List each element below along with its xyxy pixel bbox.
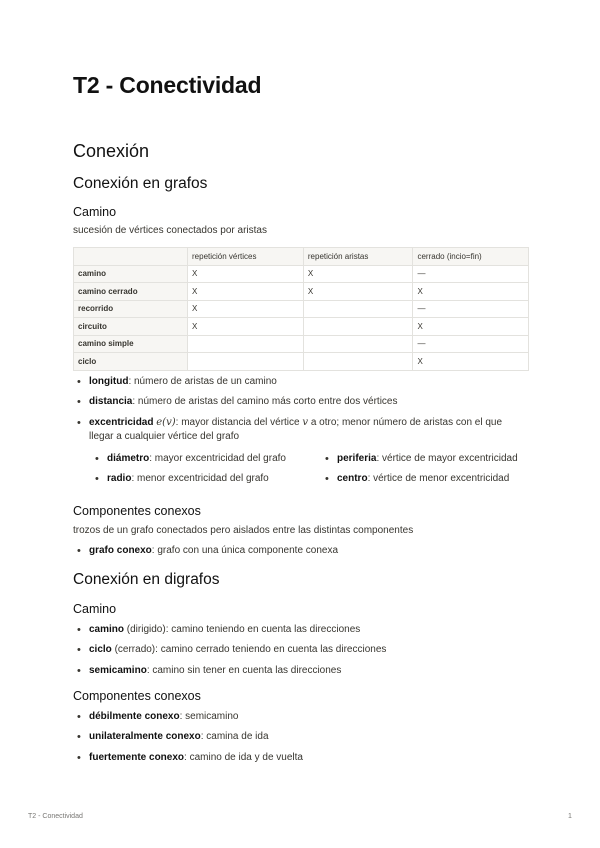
term: ciclo xyxy=(89,644,112,656)
table-cell: X xyxy=(413,353,529,371)
definition: : vértice de menor excentricidad xyxy=(367,473,510,485)
row-label: camino cerrado xyxy=(74,283,188,301)
table-cell: — xyxy=(413,335,529,353)
heading-componentes-conexos: Componentes conexos xyxy=(73,504,201,518)
term: grafo conexo xyxy=(89,545,152,556)
row-label: circuito xyxy=(74,318,188,336)
table-cell xyxy=(188,335,304,353)
term: excentricidad xyxy=(89,416,154,428)
list-item xyxy=(73,664,529,679)
term: diámetro xyxy=(107,453,150,464)
math-expression: e(v) xyxy=(156,416,176,428)
list-item xyxy=(73,730,529,745)
table-cell: X xyxy=(188,265,304,283)
list-item xyxy=(73,395,529,410)
list-item xyxy=(321,472,531,487)
list-item xyxy=(91,452,301,467)
definition: : camino de ida y de vuelta xyxy=(184,751,303,763)
term: camino xyxy=(89,624,125,635)
page-title: T2 - Conectividad xyxy=(73,72,262,98)
heading-conexion: Conexión xyxy=(73,141,150,161)
definition: : camino sin tener en cuenta las direcciones xyxy=(146,664,342,676)
definition: : camina de ida xyxy=(200,731,269,743)
table-cell xyxy=(303,300,413,318)
list-item xyxy=(73,623,529,638)
footer-title: T2 - Conectividad xyxy=(28,813,83,820)
table-row xyxy=(74,265,529,283)
list-item xyxy=(73,751,529,766)
table-cell: X xyxy=(188,318,304,336)
term: periferia xyxy=(337,453,377,464)
term: radio xyxy=(107,473,132,485)
table-header-cell: cerrado (incio=fin) xyxy=(413,248,529,266)
sublist-left xyxy=(91,452,301,487)
definition: : menor excentricidad del grafo xyxy=(131,473,269,485)
page-number: 1 xyxy=(568,813,572,820)
list-item xyxy=(321,452,531,467)
table-cell xyxy=(303,335,413,353)
row-label: camino simple xyxy=(74,335,188,353)
definitions-list xyxy=(73,375,529,445)
heading-componentes-digrafos: Componentes conexos xyxy=(73,689,201,703)
table-row xyxy=(74,300,529,318)
table-cell: — xyxy=(413,300,529,318)
definition: : número de aristas de un camino xyxy=(128,376,277,387)
componentes-list xyxy=(73,544,529,559)
row-label: ciclo xyxy=(74,353,188,371)
definition: a otro; menor número de aristas con el que llegar a cualquier vértice del grafo xyxy=(89,416,503,443)
row-label: camino xyxy=(74,265,188,283)
table-header-cell: repetición vértices xyxy=(188,248,304,266)
term: unilateralmente conexo xyxy=(89,731,201,743)
definition: : vértice de mayor excentricidad xyxy=(376,453,518,464)
definition: (dirigido): camino teniendo en cuenta las direcciones xyxy=(124,624,361,635)
table-row xyxy=(74,353,529,371)
definition: : número de aristas del camino más corto entre dos vértices xyxy=(132,396,398,408)
term: longitud xyxy=(89,376,129,387)
definition: : mayor excentricidad del grafo xyxy=(149,453,286,464)
table-cell: X xyxy=(413,318,529,336)
list-item xyxy=(73,375,529,390)
definition: : mayor distancia del vértice xyxy=(175,416,300,428)
table-cell xyxy=(303,318,413,336)
table-cell: X xyxy=(413,283,529,301)
term: fuertemente conexo xyxy=(89,751,185,763)
definition: (cerrado): camino cerrado teniendo en cuenta las direcciones xyxy=(111,644,387,656)
term: débilmente conexo xyxy=(89,711,180,722)
definition: : grafo con una única componente conexa xyxy=(151,545,339,556)
table-cell: X xyxy=(188,300,304,318)
heading-conexion-grafos: Conexión en grafos xyxy=(73,175,208,192)
term: semicamino xyxy=(89,664,147,676)
table-header-cell: repetición aristas xyxy=(303,248,413,266)
term: distancia xyxy=(89,396,133,408)
camino-description: sucesión de vértices conectados por aristas xyxy=(73,225,267,236)
table-row xyxy=(74,318,529,336)
definition: : semicamino xyxy=(179,711,239,722)
list-item xyxy=(73,544,529,559)
table-row xyxy=(74,335,529,353)
table-header-row xyxy=(74,248,529,266)
digrafo-componentes-list xyxy=(73,710,529,765)
table-cell: X xyxy=(303,283,413,301)
list-item xyxy=(91,472,301,487)
list-item xyxy=(73,710,529,725)
heading-camino-digrafos: Camino xyxy=(73,602,117,616)
list-item xyxy=(73,643,529,658)
table-row xyxy=(74,283,529,301)
table-cell: X xyxy=(303,265,413,283)
table-cell: — xyxy=(413,265,529,283)
list-item xyxy=(73,416,529,445)
digrafo-camino-list xyxy=(73,623,529,678)
table-cell: X xyxy=(188,283,304,301)
heading-conexion-digrafos: Conexión en digrafos xyxy=(73,571,220,588)
componentes-description: trozos de un grafo conectados pero aislados entre las distintas componentes xyxy=(73,525,414,536)
math-variable: v xyxy=(302,416,309,428)
table-cell xyxy=(303,353,413,371)
path-types-table xyxy=(73,247,529,371)
table-cell xyxy=(188,353,304,371)
sublist-right xyxy=(321,452,531,487)
table-header-cell xyxy=(74,248,188,266)
heading-camino: Camino xyxy=(73,205,117,219)
row-label: recorrido xyxy=(74,300,188,318)
term: centro xyxy=(337,473,368,485)
